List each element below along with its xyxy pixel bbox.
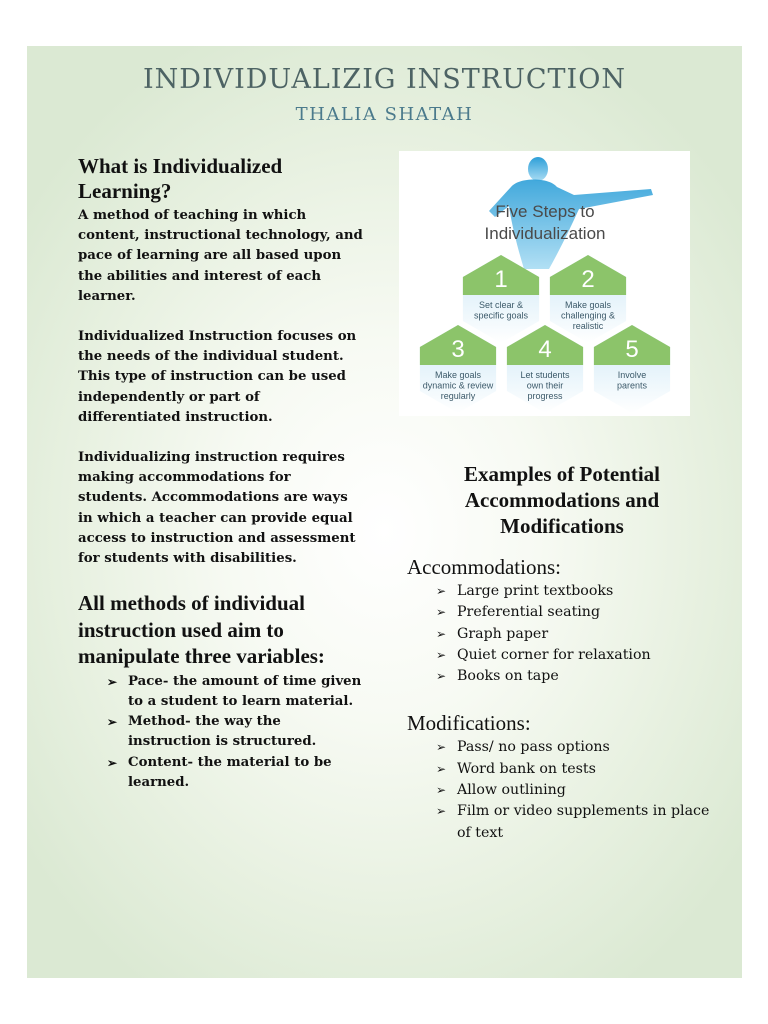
arrow-bullet-icon: ➢ <box>436 647 447 662</box>
accommodations-list <box>407 581 727 687</box>
list-item: ➢ Pass/ no pass options <box>407 737 727 758</box>
list-item: ➢ Film or video supplements in place of text <box>436 803 710 841</box>
list-item: ➢ Books on tape <box>407 666 727 687</box>
list-item: ➢ Preferential seating <box>407 602 727 623</box>
infographic-title-line1: Five Steps to <box>495 202 595 221</box>
step-label: parents <box>616 380 648 391</box>
step-label: progress <box>527 391 563 401</box>
list-item: ➢ Graph paper <box>407 624 727 645</box>
step-number: 2 <box>581 266 595 293</box>
right-column <box>407 461 727 844</box>
poster-page <box>27 46 742 978</box>
list-item: ➢ Word bank on tests <box>407 759 727 780</box>
arrow-bullet-icon: ➢ <box>436 783 447 798</box>
step-label: Make goals <box>564 300 612 310</box>
arrow-bullet-icon: ➢ <box>436 804 447 819</box>
step-label: realistic <box>572 321 604 331</box>
paragraph-definition: A method of teaching in which content, instructional technology, and pace of learning are all based upon the abilities and interest of each learner. <box>78 208 363 304</box>
left-column <box>78 154 363 793</box>
modifications-list <box>407 737 727 843</box>
infographic-title-line2: Individualization <box>484 224 606 243</box>
list-item: ➢ Pace- the amount of time given to a student to learn material. <box>107 673 362 709</box>
accommodations-heading: Accommodations: <box>407 555 561 579</box>
step-label: Involve <box>617 370 647 380</box>
five-steps-infographic <box>399 151 690 416</box>
step-label: Set clear & <box>478 300 524 310</box>
author-name: THALIA SHATAH <box>295 104 474 125</box>
modifications-heading: Modifications: <box>407 711 531 736</box>
step-number: 5 <box>625 336 639 363</box>
list-item: ➢ Method- the way the instruction is structured. <box>107 714 317 750</box>
list-item: ➢ Content- the material to be learned. <box>107 754 332 790</box>
step-label: dynamic & review <box>422 380 494 391</box>
step-label: regularly <box>440 391 476 401</box>
paragraph-accommodations: Individualizing instruction requires making accommodations for students. Accommodations are ways in which a teacher can provide equal access to instruction and assessment for students with disabilities. <box>78 450 356 567</box>
step-label: own their <box>526 380 564 391</box>
step-label: specific goals <box>473 310 529 321</box>
step-label: Let students <box>520 370 570 380</box>
heading-what-is: What is Individualized Learning? <box>78 154 283 203</box>
variables-list <box>78 672 363 793</box>
step-3-hexagon <box>420 325 496 413</box>
step-label: Make goals <box>434 370 482 380</box>
examples-heading: Examples of Potential Accommodations and Modifications <box>464 462 660 538</box>
step-2-hexagon <box>550 255 626 343</box>
arrow-bullet-icon: ➢ <box>436 740 447 755</box>
step-4-hexagon <box>507 325 583 413</box>
step-label: challenging & <box>560 310 616 321</box>
arrow-bullet-icon: ➢ <box>436 761 447 776</box>
list-item: ➢ Large print textbooks <box>407 581 727 602</box>
arrow-bullet-icon: ➢ <box>436 584 447 598</box>
arrow-bullet-icon: ➢ <box>107 674 118 689</box>
step-5-hexagon <box>594 325 670 413</box>
arrow-bullet-icon: ➢ <box>436 605 447 620</box>
arrow-bullet-icon: ➢ <box>107 755 118 770</box>
list-item: ➢ Quiet corner for relaxation <box>407 645 727 666</box>
list-item: ➢ Allow outlining <box>407 780 727 801</box>
step-number: 1 <box>494 266 508 293</box>
heading-variables: All methods of individual instruction used aim to manipulate three variables: <box>78 591 325 669</box>
arrow-bullet-icon: ➢ <box>436 626 447 641</box>
step-number: 4 <box>538 336 552 363</box>
step-number: 3 <box>451 336 465 363</box>
arrow-bullet-icon: ➢ <box>436 669 447 684</box>
page-title: INDIVIDUALIZIG INSTRUCTION <box>143 64 626 95</box>
paragraph-focus: Individualized Instruction focuses on the needs of the individual student. This type of instruction can be used independently or part of differentiated instruction. <box>78 329 357 425</box>
arrow-bullet-icon: ➢ <box>107 715 118 730</box>
